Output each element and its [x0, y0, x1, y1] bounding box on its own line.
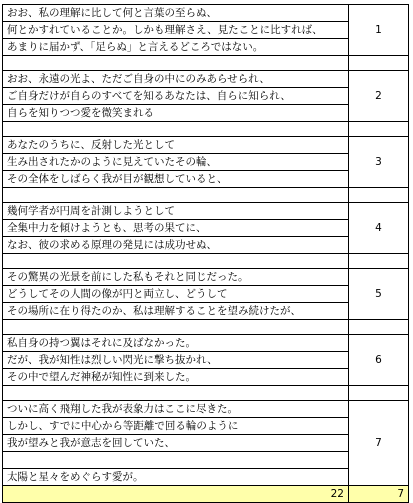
verse-line-cell[interactable]: あなたのうちに、反射した光として — [3, 137, 349, 154]
table-row — [3, 105, 409, 122]
table-row — [3, 71, 409, 88]
verse-line-cell[interactable]: 何とかすれていることか。しかも理解さえ、見たことに比すれば、 — [3, 22, 349, 39]
verse-line-cell[interactable]: その全体をしばらく我が目が観想していると、 — [3, 171, 349, 188]
table-row — [3, 418, 409, 435]
table-row — [3, 237, 409, 254]
verse-line-cell[interactable]: なお、彼の求める原理の発見には成功せぬ、 — [3, 237, 349, 254]
block-number-cell[interactable]: 4 — [349, 203, 409, 254]
line-count-cell[interactable]: 22 — [3, 486, 349, 503]
table-row — [3, 452, 409, 469]
empty-cell[interactable] — [3, 386, 349, 401]
verse-line-cell[interactable]: 生み出されたかのように見えていたその輪、 — [3, 154, 349, 171]
table-row — [3, 303, 409, 320]
table-row — [3, 352, 409, 369]
spacer-row — [3, 254, 409, 269]
block-number-cell[interactable]: 2 — [349, 71, 409, 122]
verse-line-cell[interactable]: 幾何学者が円周を計測しようとして — [3, 203, 349, 220]
table-row — [3, 154, 409, 171]
block-count-cell[interactable]: 7 — [349, 486, 409, 503]
table-row — [3, 335, 409, 352]
empty-cell[interactable] — [349, 386, 409, 401]
verse-line-cell[interactable]: あまりに届かず、「足らぬ」と言えるどころではない。 — [3, 39, 349, 56]
verse-line-cell[interactable]: その中で望んだ神秘が知性に到来した。 — [3, 369, 349, 386]
table-row — [3, 39, 409, 56]
table-row — [3, 203, 409, 220]
empty-cell[interactable] — [349, 254, 409, 269]
verse-line-cell[interactable] — [3, 452, 349, 469]
block-number-cell[interactable]: 7 — [349, 401, 409, 486]
table-row — [3, 5, 409, 22]
verse-line-cell[interactable]: 我が望みと我が意志を回していた、 — [3, 435, 349, 452]
spacer-row — [3, 386, 409, 401]
verse-line-cell[interactable]: どうしてその人間の像が円と両立し、どうして — [3, 286, 349, 303]
verse-line-cell[interactable]: その驚異の光景を前にした私もそれと同じだった。 — [3, 269, 349, 286]
spacer-row — [3, 188, 409, 203]
verse-line-cell[interactable]: 自らを知りつつ愛を微笑まれる — [3, 105, 349, 122]
verse-table-body — [3, 5, 409, 503]
empty-cell[interactable] — [3, 320, 349, 335]
table-row — [3, 22, 409, 39]
empty-cell[interactable] — [3, 254, 349, 269]
table-row — [3, 88, 409, 105]
table-row — [3, 137, 409, 154]
block-number-cell[interactable]: 6 — [349, 335, 409, 386]
spacer-row — [3, 122, 409, 137]
spacer-row — [3, 56, 409, 71]
empty-cell[interactable] — [3, 56, 349, 71]
verse-line-cell[interactable]: だが、我が知性は烈しい閃光に撃ち抜かれ、 — [3, 352, 349, 369]
verse-line-cell[interactable]: おお、永遠の光よ、ただご自身の中にのみあらせられ、 — [3, 71, 349, 88]
spacer-row — [3, 320, 409, 335]
empty-cell[interactable] — [3, 122, 349, 137]
table-row — [3, 469, 409, 486]
verse-table — [2, 4, 409, 503]
verse-line-cell[interactable]: 私自身の持つ翼はそれに及ばなかった。 — [3, 335, 349, 352]
empty-cell[interactable] — [3, 188, 349, 203]
verse-line-cell[interactable]: 全集中力を傾けようとも、思考の果てに、 — [3, 220, 349, 237]
verse-line-cell[interactable]: しかし、すでに中心から等距離で回る輪のように — [3, 418, 349, 435]
empty-cell[interactable] — [349, 320, 409, 335]
empty-cell[interactable] — [349, 56, 409, 71]
table-row — [3, 401, 409, 418]
table-row — [3, 369, 409, 386]
block-number-cell[interactable]: 5 — [349, 269, 409, 320]
verse-line-cell[interactable]: おお、私の理解に比して何と言葉の至らぬ、 — [3, 5, 349, 22]
empty-cell[interactable] — [349, 188, 409, 203]
verse-line-cell[interactable]: その場所に在り得たのか、私は理解することを望み続けたが、 — [3, 303, 349, 320]
empty-cell[interactable] — [349, 122, 409, 137]
table-row — [3, 269, 409, 286]
verse-line-cell[interactable]: 太陽と星々をめぐらす愛が。 — [3, 469, 349, 486]
verse-line-cell[interactable]: ついに高く飛翔した我が表象力はここに尽きた。 — [3, 401, 349, 418]
table-row — [3, 435, 409, 452]
verse-line-cell[interactable]: ご自身だけが自らのすべてを知るあなたは、自らに知られ、 — [3, 88, 349, 105]
table-row — [3, 220, 409, 237]
totals-row — [3, 486, 409, 503]
table-row — [3, 171, 409, 188]
block-number-cell[interactable]: 3 — [349, 137, 409, 188]
table-row — [3, 286, 409, 303]
block-number-cell[interactable]: 1 — [349, 5, 409, 56]
